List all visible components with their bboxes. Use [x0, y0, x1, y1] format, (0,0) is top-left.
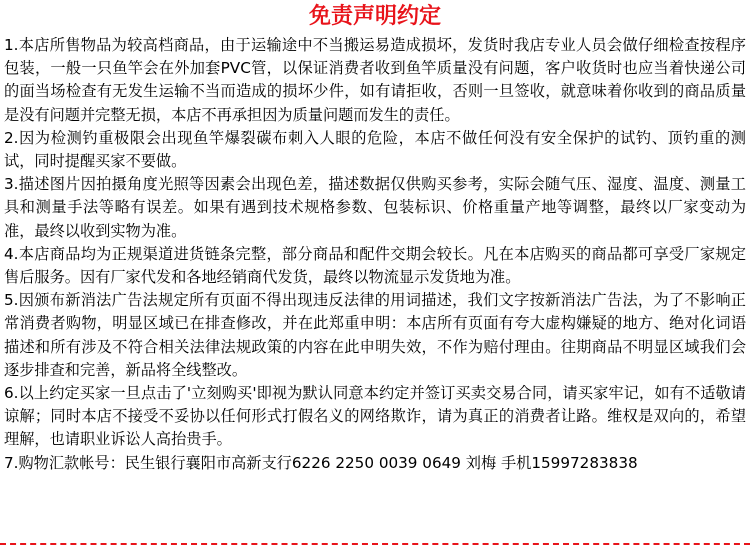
clause-2: 2.因为检测钓重极限会出现鱼竿爆裂碳布刺入人眼的危险，本店不做任何没有安全保护的试钓、顶钓重的测试，同时提醒买家不要做。	[4, 128, 746, 171]
clause-1: 1.本店所售物品为较高档商品，由于运输途中不当搬运易造成损坏，发货时我店专业人员会做仔细检查按程序包装，一般一只鱼竿会在外加套PVC管，以保证消费者收到鱼竿质量没有问题，客户收货时也应当着快递公司的面当场检查有无发生运输不当而造成的损坏少件，如有请拒收，否则一旦签收，就意味着你收到的商品质量是没有问题并完整无损，本店不再承担因为质量问题而发生的责任。	[4, 36, 746, 124]
disclaimer-body	[4, 34, 746, 475]
page-title: 免责声明约定	[308, 3, 441, 29]
bottom-dashed-divider	[0, 543, 750, 545]
clause-6: 6.以上约定买家一旦点击了'立刻购买'即视为默认同意本约定并签订买卖交易合同，请买家牢记，如有不适敬请谅解；同时本店不接受不妥协以任何形式打假名义的网络欺诈，请为真正的消费者让路。维权是双向的，希望理解，也请职业诉讼人高抬贵手。	[4, 384, 746, 449]
clause-3: 3.描述图片因拍摄角度光照等因素会出现色差，描述数据仅供购买参考，实际会随气压、湿度、温度、测量工具和测量手法等略有误差。如果有遇到技术规格参数、包装标识、价格重量产地等调整，最终以厂家变动为准，最终以收到实物为准。	[4, 175, 746, 240]
clause-7-payment-account: 7.购物汇款帐号：民生银行襄阳市高新支行6226 2250 0039 0649 刘梅 手机15997283838	[4, 453, 638, 472]
clause-4: 4.本店商品均为正规渠道进货链条完整，部分商品和配件交期会较长。凡在本店购买的商品都可享受厂家规定售后服务。因有厂家代发和各地经销商代发货，最终以物流显示发货地为准。	[4, 244, 746, 287]
clause-5: 5.因颁布新消法广告法规定所有页面不得出现违反法律的用词描述，我们文字按新消法广告法，为了不影响正常消费者购物，明显区域已在排查修改，并在此郑重申明：本店所有页面有夸大虚构嫌疑的地方、绝对化词语描述和所有涉及不符合相关法律法规政策的内容在此申明失效，不作为赔付理由。往期商品不明显区域我们会逐步排查和完善，新品将全线整改。	[4, 291, 746, 379]
